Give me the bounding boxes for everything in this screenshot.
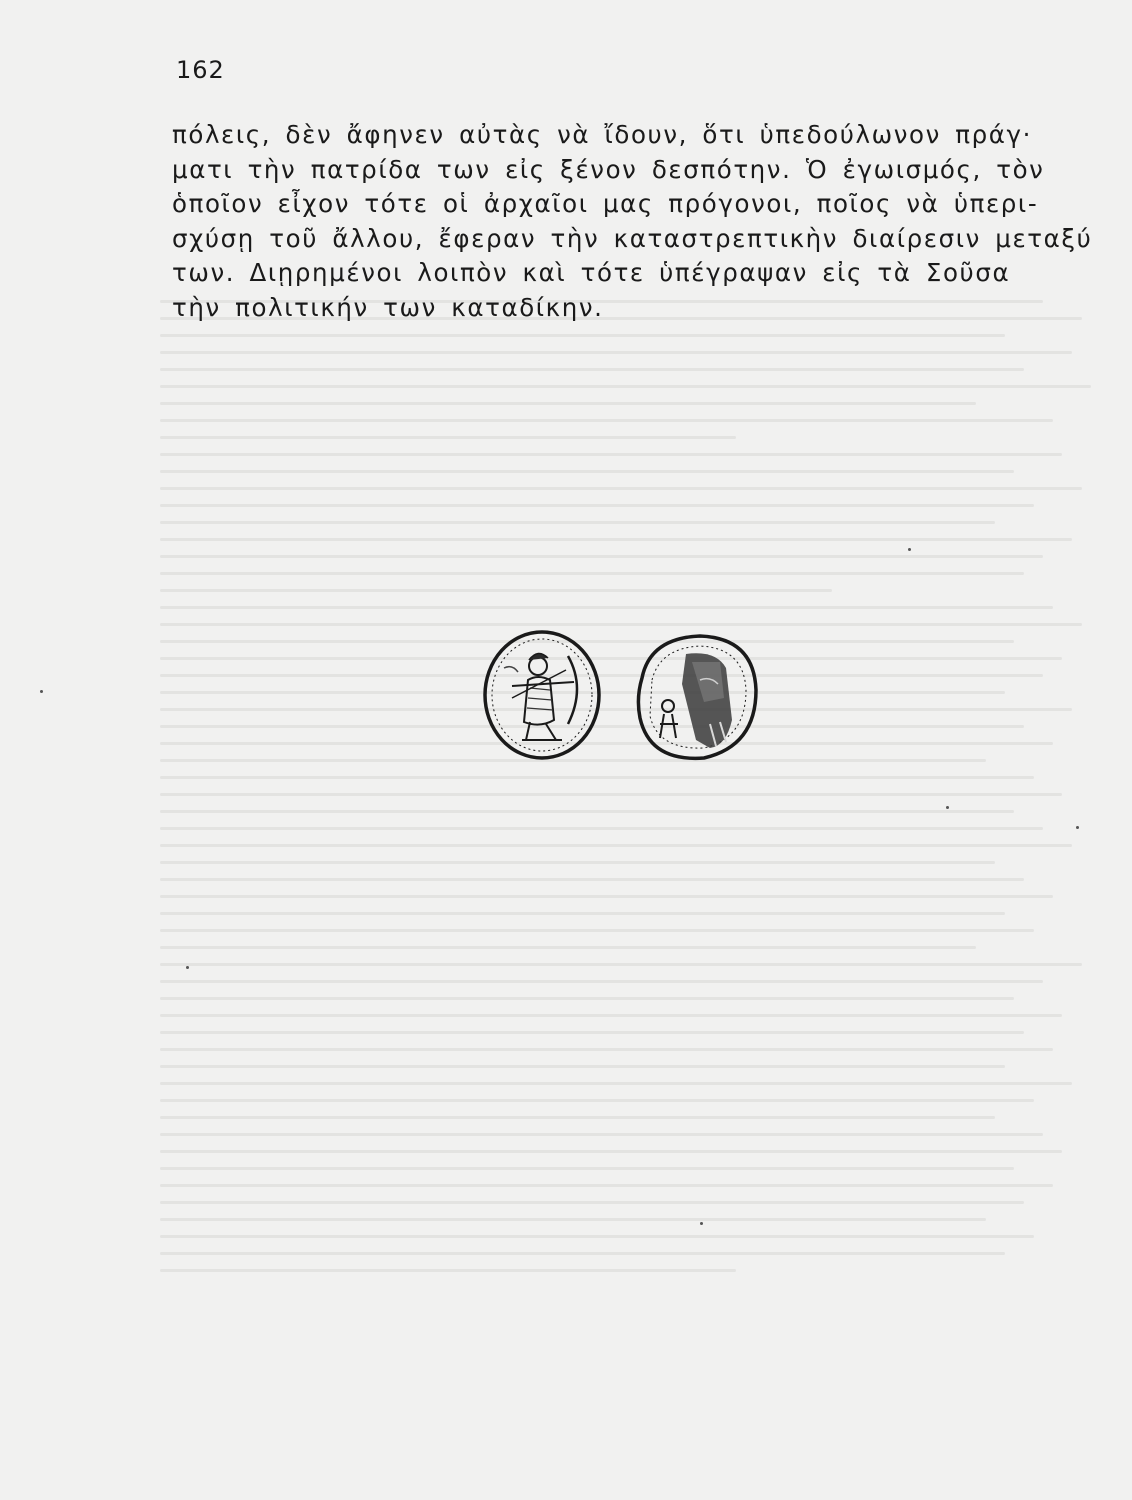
paragraph-line: των. Διῃρημένοι λοιπὸν καὶ τότε ὑπέγραψαν εἰς τὰ Σοῦσα [172, 258, 1011, 287]
paragraph-line: σχύσῃ τοῦ ἄλλου, ἔφεραν τὴν καταστρεπτικὴν διαίρεσιν μεταξύ [172, 223, 1093, 253]
paragraph-line: ματι τὴν πατρίδα των εἰς ξένον δεσπότην. Ὁ ἐγωισμός, τὸν [172, 154, 1045, 184]
paragraph-line: πόλεις, δὲν ἄφηνεν αὐτὰς νὰ ἴδουν, ὅτι ὑπεδούλωνον πράγ· [172, 120, 1033, 149]
paragraph-line: τὴν πολιτικήν των καταδίκην. [172, 292, 604, 322]
paragraph [172, 118, 1120, 325]
paper-speck [908, 548, 911, 551]
paper-speck [40, 690, 43, 693]
coin-archer-icon [482, 628, 602, 762]
paper-speck [1076, 826, 1079, 829]
page-number: 162 [176, 56, 225, 84]
coin-worn-icon [630, 628, 760, 764]
paragraph-line: ὁποῖον εἶχον τότε οἱ ἀρχαῖοι μας πρόγονοι, ποῖος νὰ ὑπερι- [172, 189, 1039, 218]
bleed-through-texture [160, 300, 1120, 1340]
paper-speck [946, 806, 949, 809]
paper-speck [700, 1222, 703, 1225]
paper-speck [186, 966, 189, 969]
